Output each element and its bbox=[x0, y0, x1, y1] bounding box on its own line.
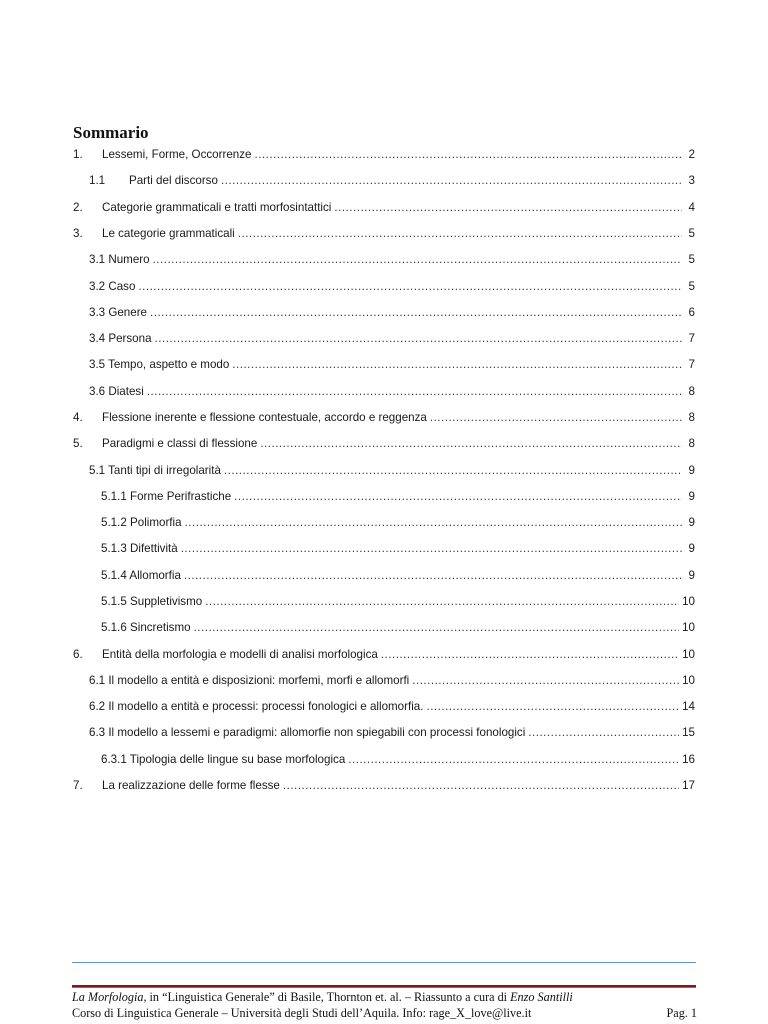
toc-leader-dots bbox=[254, 145, 682, 165]
toc-entry-page: 2 bbox=[688, 148, 695, 161]
toc-entry[interactable] bbox=[89, 671, 695, 691]
toc-entry-label: 3.2 Caso bbox=[89, 280, 136, 293]
toc-leader-dots bbox=[155, 329, 682, 349]
toc-entry-label: 5.1.2 Polimorfia bbox=[101, 516, 182, 529]
toc-entry-number: 2. bbox=[73, 201, 83, 214]
toc-leader-dots bbox=[224, 461, 682, 481]
toc-entry-label: 3.6 Diatesi bbox=[89, 385, 144, 398]
toc-leader-dots bbox=[234, 487, 682, 507]
toc-leader-dots bbox=[147, 382, 682, 402]
toc-entry[interactable] bbox=[73, 776, 695, 796]
toc-entry-page: 10 bbox=[682, 648, 695, 661]
toc-entry-label: 5.1 Tanti tipi di irregolarità bbox=[89, 464, 221, 477]
toc-leader-dots bbox=[283, 776, 679, 796]
toc-leader-dots bbox=[153, 250, 682, 270]
toc-entry-page: 4 bbox=[688, 201, 695, 214]
toc-entry-label: 6.3.1 Tipologia delle lingue su base morfologica bbox=[101, 753, 346, 766]
page-number: Pag. 1 bbox=[666, 1006, 697, 1020]
toc-entry[interactable] bbox=[73, 198, 695, 218]
toc-entry-page: 5 bbox=[688, 280, 695, 293]
toc-entry-label: Parti del discorso bbox=[129, 174, 218, 187]
toc-entry-label: 6.1 Il modello a entità e disposizioni: morfemi, morfi e allomorfi bbox=[89, 674, 410, 687]
toc-entry[interactable] bbox=[73, 408, 695, 428]
toc-leader-dots bbox=[221, 171, 682, 191]
toc-entry-label: 3.3 Genere bbox=[89, 306, 148, 319]
toc-leader-dots bbox=[185, 513, 682, 533]
toc-entry-number: 1.1 bbox=[89, 174, 106, 187]
toc-entry-page: 9 bbox=[688, 490, 695, 503]
toc-entry-page: 9 bbox=[688, 464, 695, 477]
toc-entry[interactable] bbox=[73, 224, 695, 244]
toc-leader-dots bbox=[181, 539, 682, 559]
toc-entry-label: 6.2 Il modello a entità e processi: processi fonologici e allomorfia. bbox=[89, 700, 424, 713]
toc-entry[interactable] bbox=[89, 303, 695, 323]
toc-leader-dots bbox=[232, 355, 682, 375]
toc-entry[interactable] bbox=[89, 382, 695, 402]
toc-entry[interactable] bbox=[73, 434, 695, 454]
toc-entry[interactable] bbox=[101, 539, 695, 559]
toc-entry-page: 7 bbox=[688, 332, 695, 345]
toc-entry-page: 10 bbox=[682, 595, 695, 608]
toc-entry-label: Categorie grammaticali e tratti morfosintattici bbox=[102, 201, 332, 214]
toc-entry-page: 17 bbox=[682, 779, 695, 792]
toc-leader-dots bbox=[348, 750, 679, 770]
toc-entry-label: Flessione inerente e flessione contestuale, accordo e reggenza bbox=[102, 411, 427, 424]
toc-entry-page: 5 bbox=[688, 227, 695, 240]
toc-entry[interactable] bbox=[73, 645, 695, 665]
toc-entry-label: 5.1.4 Allomorfia bbox=[101, 569, 181, 582]
page-footer bbox=[72, 989, 697, 1021]
toc-entry-page: 5 bbox=[688, 253, 695, 266]
footer-book-title: La Morfologia, bbox=[72, 990, 147, 1004]
toc-entry[interactable] bbox=[89, 723, 695, 743]
toc-entry[interactable] bbox=[89, 250, 695, 270]
toc-entry-page: 8 bbox=[688, 385, 695, 398]
toc-entry-page: 7 bbox=[688, 358, 695, 371]
toc-entry-label: 5.1.6 Sincretismo bbox=[101, 621, 191, 634]
toc-entry-label: Le categorie grammaticali bbox=[102, 227, 235, 240]
toc-entry-page: 10 bbox=[682, 621, 695, 634]
toc-entry-label: Paradigmi e classi di flessione bbox=[102, 437, 258, 450]
toc-title: Sommario bbox=[73, 123, 149, 142]
toc-entry[interactable] bbox=[101, 592, 695, 612]
toc-entry-label: La realizzazione delle forme flesse bbox=[102, 779, 280, 792]
toc-leader-dots bbox=[194, 618, 680, 638]
toc-entry[interactable] bbox=[89, 329, 695, 349]
toc-entry-page: 8 bbox=[688, 411, 695, 424]
toc-leader-dots bbox=[150, 303, 682, 323]
toc-entry[interactable] bbox=[89, 171, 695, 191]
toc-leader-dots bbox=[138, 277, 682, 297]
toc-entry[interactable] bbox=[101, 487, 695, 507]
toc-entry-page: 8 bbox=[688, 437, 695, 450]
toc-entry[interactable] bbox=[73, 145, 695, 165]
toc-entry-number: 6. bbox=[73, 648, 83, 661]
toc-entry-page: 3 bbox=[688, 174, 695, 187]
toc-entry-label: 6.3 Il modello a lessemi e paradigmi: allomorfie non spiegabili con processi fonologici bbox=[89, 726, 526, 739]
toc-entry-page: 6 bbox=[688, 306, 695, 319]
toc-entry-label: Entità della morfologia e modelli di analisi morfologica bbox=[102, 648, 378, 661]
toc-leader-dots bbox=[260, 434, 682, 454]
toc-entry-label: 5.1.5 Suppletivismo bbox=[101, 595, 203, 608]
toc-entry[interactable] bbox=[89, 355, 695, 375]
toc-entry-label: 3.4 Persona bbox=[89, 332, 152, 345]
toc-leader-dots bbox=[426, 697, 679, 717]
footer-course-info: Corso di Linguistica Generale – Università degli Studi dell’Aquila. Info: rage_X_love@live.it bbox=[72, 1006, 532, 1020]
toc-leader-dots bbox=[381, 645, 679, 665]
toc-entry-page: 10 bbox=[682, 674, 695, 687]
toc-entry-label: 5.1.1 Forme Perifrastiche bbox=[101, 490, 232, 503]
toc-entry-number: 5. bbox=[73, 437, 83, 450]
toc-leader-dots bbox=[528, 723, 679, 743]
footer-author: Enzo Santilli bbox=[510, 990, 573, 1004]
toc-entry-number: 4. bbox=[73, 411, 83, 424]
toc-leader-dots bbox=[205, 592, 679, 612]
footer-source: in “Linguistica Generale” di Basile, Thornton et. al. – Riassunto a cura di bbox=[146, 990, 511, 1004]
footer-divider-blue bbox=[72, 962, 696, 963]
toc-entry[interactable] bbox=[89, 697, 695, 717]
toc-entry[interactable] bbox=[101, 750, 695, 770]
toc-entry[interactable] bbox=[89, 277, 695, 297]
toc-entry-label: 3.1 Numero bbox=[89, 253, 150, 266]
footer-line-1 bbox=[72, 989, 697, 1005]
toc-entry-page: 9 bbox=[688, 569, 695, 582]
toc-entry-label: 3.5 Tempo, aspetto e modo bbox=[89, 358, 230, 371]
toc-entry-page: 9 bbox=[688, 542, 695, 555]
toc-entry-number: 3. bbox=[73, 227, 83, 240]
toc-leader-dots bbox=[430, 408, 682, 428]
toc-entry-page: 16 bbox=[682, 753, 695, 766]
toc-entry-number: 7. bbox=[73, 779, 83, 792]
toc-entry[interactable] bbox=[101, 513, 695, 533]
footer-line-2 bbox=[72, 1005, 697, 1021]
toc-leader-dots bbox=[334, 198, 682, 218]
toc-entry[interactable] bbox=[101, 566, 695, 586]
toc-entry-page: 9 bbox=[688, 516, 695, 529]
toc-entry-number: 1. bbox=[73, 148, 83, 161]
toc-entry-page: 14 bbox=[682, 700, 695, 713]
toc-leader-dots bbox=[412, 671, 679, 691]
toc-entry[interactable] bbox=[101, 618, 695, 638]
toc-leader-dots bbox=[184, 566, 682, 586]
toc-leader-dots bbox=[238, 224, 682, 244]
footer-divider-dark bbox=[72, 985, 696, 988]
toc-entry-label: 5.1.3 Difettività bbox=[101, 542, 178, 555]
toc-entry-page: 15 bbox=[682, 726, 695, 739]
toc-entry-label: Lessemi, Forme, Occorrenze bbox=[102, 148, 252, 161]
toc-entry[interactable] bbox=[89, 461, 695, 481]
